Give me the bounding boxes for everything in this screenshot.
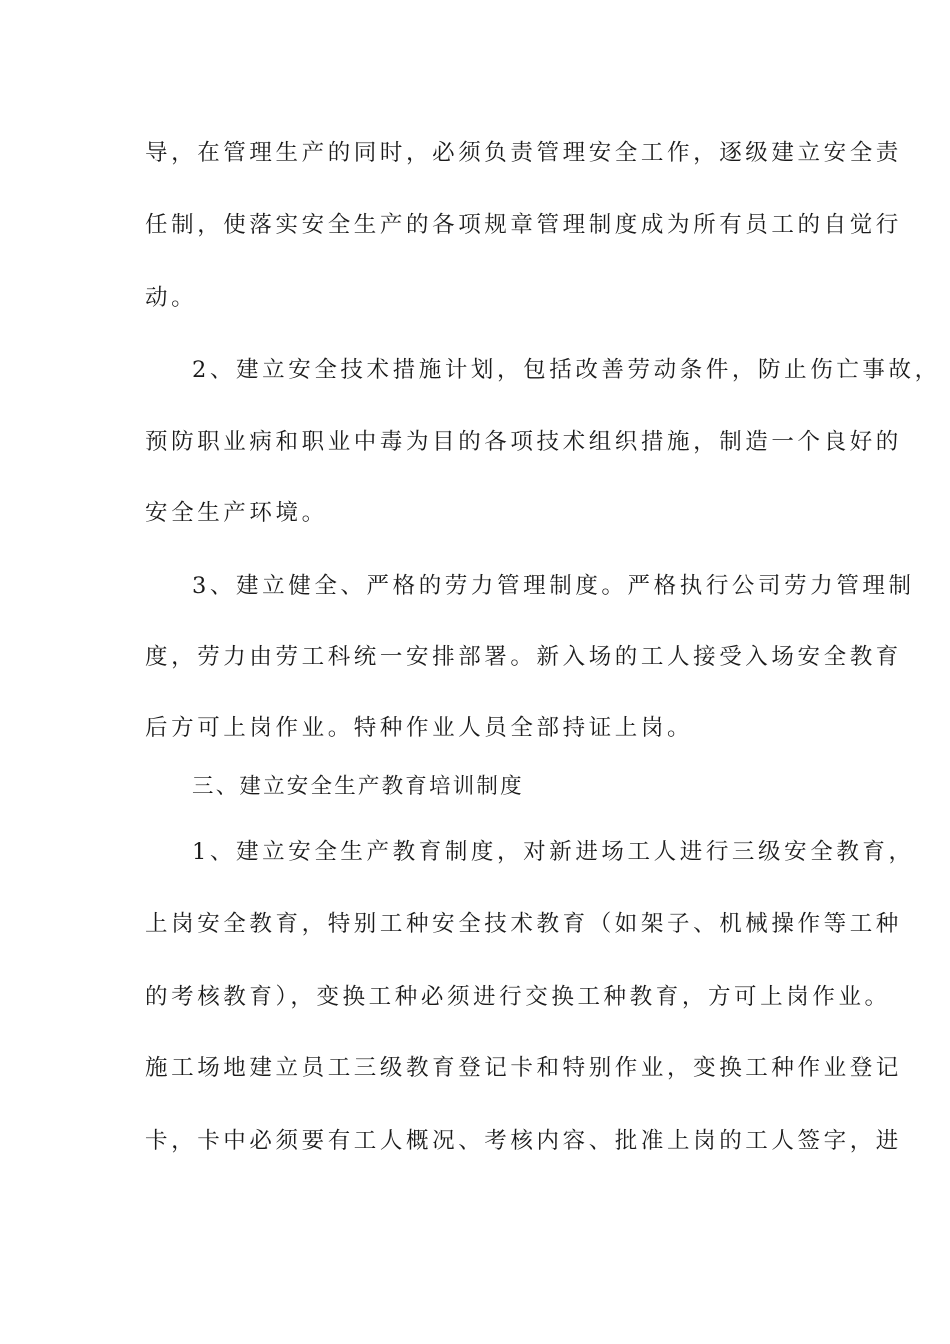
paragraph-line: 后方可上岗作业。特种作业人员全部持证上岗。 <box>145 715 694 741</box>
paragraph-line: 动。 <box>145 285 198 311</box>
paragraph-line: 1、建立安全生产教育制度，对新进场工人进行三级安全教育， <box>192 839 915 865</box>
paragraph-line: 预防职业病和职业中毒为目的各项技术组织措施，制造一个良好的 <box>145 429 902 455</box>
paragraph-line: 2、建立安全技术措施计划，包括改善劳动条件，防止伤亡事故， <box>192 357 941 383</box>
paragraph-line: 的考核教育），变换工种必须进行交换工种教育，方可上岗作业。 <box>145 984 891 1010</box>
paragraph-line: 卡，卡中必须要有工人概况、考核内容、批准上岗的工人签字，进 <box>145 1128 902 1154</box>
paragraph-line: 上岗安全教育，特别工种安全技术教育（如架子、机械操作等工种 <box>145 911 902 937</box>
paragraph-line: 施工场地建立员工三级教育登记卡和特别作业，变换工种作业登记 <box>145 1055 902 1081</box>
section-heading: 三、建立安全生产教育培训制度 <box>192 774 524 799</box>
paragraph-line: 安全生产环境。 <box>145 500 328 526</box>
paragraph-line: 导，在管理生产的同时，必须负责管理安全工作，逐级建立安全责 <box>145 140 902 166</box>
paragraph-line: 任制，使落实安全生产的各项规章管理制度成为所有员工的自觉行 <box>145 212 902 238</box>
paragraph-line: 3、建立健全、严格的劳力管理制度。严格执行公司劳力管理制 <box>192 573 915 599</box>
paragraph-line: 度，劳力由劳工科统一安排部署。新入场的工人接受入场安全教育 <box>145 644 902 670</box>
